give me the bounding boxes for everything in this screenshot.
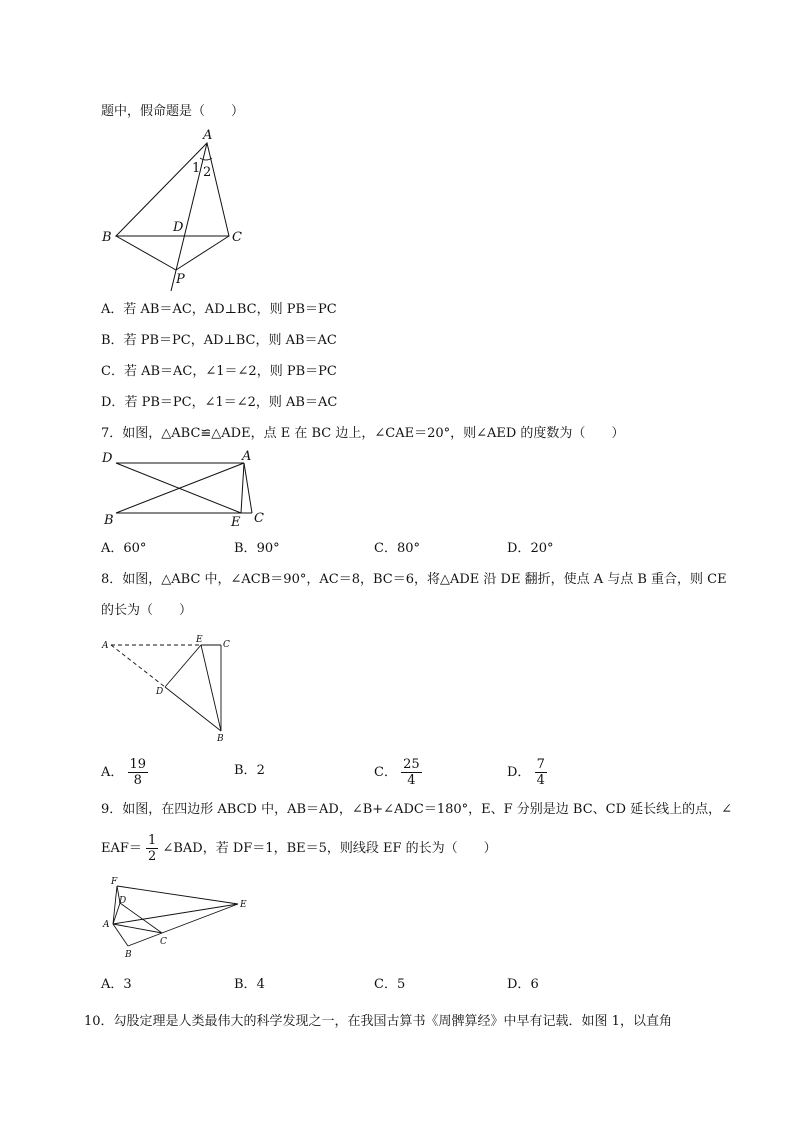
q6-option-a[interactable]: A．若 AB＝AC，AD⊥BC，则 PB＝PC: [101, 302, 337, 317]
q9-label-A: A: [103, 920, 110, 930]
q10-stem: 10．勾股定理是人类最伟大的科学发现之一，在我国古算书《周髀算经》中早有记载．如图 1，以直角: [84, 1014, 672, 1029]
q8-stem-line2: 的长为（ ）: [101, 603, 193, 618]
q8-option-a-fraction: $\frac{19}{8}$: [129, 757, 147, 788]
q9-label-D: D: [119, 896, 127, 906]
q7-option-d[interactable]: D．20°: [507, 541, 554, 556]
q6-label-D: D: [173, 220, 184, 235]
q8-stem-line1: 8．如图，△ABC 中，∠ACB＝90°，AC＝8，BC＝6，将△ADE 沿 DE 翻折，使点 A 与点 B 重合，则 CE: [101, 572, 727, 587]
q8-option-a[interactable]: A． $\frac{19}{8}$: [101, 757, 147, 788]
q8-label-B: B: [217, 734, 224, 744]
q7-label-E: E: [231, 515, 241, 530]
q9-label-C: C: [160, 937, 167, 947]
q9-option-b[interactable]: B．4: [234, 977, 265, 992]
q8-option-c[interactable]: C． $\frac{25}{4}$: [374, 757, 420, 788]
q6-option-d[interactable]: D．若 PB＝PC，∠1＝∠2，则 AB＝AC: [101, 395, 338, 410]
q7-label-D: D: [102, 451, 113, 466]
q9-option-d[interactable]: D．6: [507, 977, 539, 992]
q6-stem-tail: 题中，假命题是（ ）: [101, 104, 245, 119]
q9-half-fraction: $\frac{1}{2}$: [148, 833, 157, 864]
q8-label-E: E: [196, 635, 203, 645]
q9-label-F: F: [111, 877, 118, 887]
q7-stem: 7．如图，△ABC≌△ADE，点 E 在 BC 边上，∠CAE＝20°，则∠AED 的度数为（ ）: [101, 426, 625, 441]
q6-label-C: C: [232, 230, 242, 245]
q8-option-d[interactable]: D． $\frac{7}{4}$: [507, 757, 545, 788]
q6-label-B: B: [102, 230, 112, 245]
q8-option-d-fraction: $\frac{7}{4}$: [536, 757, 545, 788]
q6-label-A: A: [203, 128, 213, 143]
q7-label-C: C: [254, 511, 264, 526]
q9-option-a[interactable]: A．3: [101, 977, 132, 992]
q8-option-b[interactable]: B．2: [234, 763, 265, 778]
q6-option-c[interactable]: C．若 AB＝AC，∠1＝∠2，则 PB＝PC: [101, 364, 337, 379]
q7-option-a[interactable]: A．60°: [101, 541, 147, 556]
q9-label-E: E: [240, 900, 247, 910]
q6-label-P: P: [176, 272, 185, 287]
q6-option-b[interactable]: B．若 PB＝PC，AD⊥BC，则 AB＝AC: [101, 333, 337, 348]
q6-label-1: 1: [192, 161, 201, 176]
q7-label-B: B: [104, 513, 114, 528]
q8-label-C: C: [223, 640, 230, 650]
q6-label-2: 2: [203, 165, 212, 180]
q8-label-D: D: [156, 687, 164, 697]
q9-option-c[interactable]: C．5: [374, 977, 406, 992]
q8-label-A: A: [102, 641, 109, 651]
q8-option-c-fraction: $\frac{25}{4}$: [403, 757, 420, 788]
q9-label-B: B: [125, 950, 132, 960]
q9-stem-line1: 9．如图，在四边形 ABCD 中，AB＝AD，∠B+∠ADC＝180°，E、F 分别是边 BC、CD 延长线上的点，∠: [101, 802, 733, 817]
q7-option-b[interactable]: B．90°: [234, 541, 280, 556]
q7-option-c[interactable]: C．80°: [374, 541, 420, 556]
q9-stem-line2: EAF＝ $\frac{1}{2}$ ∠BAD，若 DF＝1，BE＝5，则线段 EF 的长为（ ）: [101, 833, 497, 864]
q7-label-A: A: [242, 449, 252, 464]
